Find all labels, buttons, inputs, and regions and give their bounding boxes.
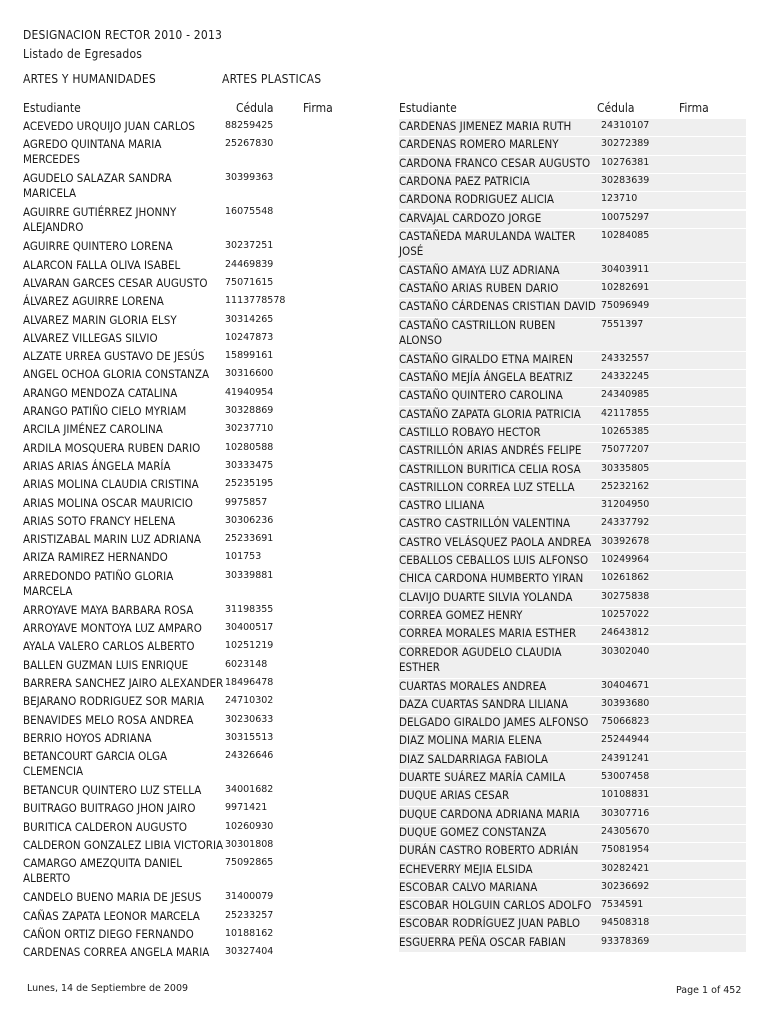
student-name: CORREA GOMEZ HENRY — [399, 607, 523, 622]
student-id: 24469839 — [225, 258, 274, 270]
student-id: 10280588 — [225, 441, 274, 453]
student-id: 30314265 — [225, 313, 274, 325]
student-row — [399, 843, 746, 860]
student-name: CORREA MORALES MARIA ESTHER — [399, 626, 577, 641]
student-id: 53007458 — [601, 771, 650, 782]
student-row — [399, 571, 746, 588]
student-name: BUITRAGO BUITRAGO JHON JAIRO — [23, 801, 196, 816]
right-student-header: Estudiante — [399, 101, 457, 115]
footer-date: Lunes, 14 de Septiembre de 2009 — [27, 983, 189, 994]
faculty-label: ARTES Y HUMANIDADES — [23, 72, 156, 86]
student-row — [23, 313, 285, 330]
student-name: CEBALLOS CEBALLOS LUIS ALFONSO — [399, 553, 589, 567]
student-id: 94508318 — [601, 917, 650, 929]
student-row — [399, 697, 746, 714]
student-name: CARVAJAL CARDOZO JORGE — [399, 210, 542, 225]
student-name-continued: ALONSO — [399, 332, 443, 347]
student-id: 24332557 — [601, 352, 650, 364]
student-row — [23, 676, 285, 693]
student-row — [23, 658, 285, 675]
student-row — [399, 211, 746, 228]
student-row — [399, 788, 746, 805]
student-name: ACEVEDO URQUIJO JUAN CARLOS — [23, 119, 195, 133]
student-id: 10265385 — [601, 425, 650, 437]
student-name: CASTAÑO ARIAS RUBEN DARIO — [399, 281, 559, 296]
student-row — [23, 550, 285, 567]
student-name: CASTILLO ROBAYO HECTOR — [399, 424, 541, 439]
student-name: ALZATE URREA GUSTAVO DE JESÚS — [23, 349, 205, 364]
student-name: CASTAÑO QUINTERO CAROLINA — [399, 388, 563, 403]
student-row — [399, 807, 746, 824]
student-name: ARIAS ARIAS ÁNGELA MARÍA — [23, 458, 171, 473]
student-row — [23, 694, 285, 711]
student-row — [399, 281, 746, 298]
student-row — [399, 535, 746, 552]
student-row — [23, 838, 285, 855]
student-name: ARIAS SOTO FRANCY HELENA — [23, 513, 176, 528]
student-row — [399, 407, 746, 424]
student-name-continued: ALBERTO — [23, 871, 71, 886]
student-name: CUARTAS MORALES ANDREA — [399, 678, 547, 693]
student-name: AGUIRRE GUTIÉRREZ JHONNY — [23, 205, 177, 220]
student-name: CARDENAS ROMERO MARLENY — [399, 137, 559, 152]
student-name: ESCOBAR CALVO MARIANA — [399, 879, 538, 894]
student-name: CANDELO BUENO MARIA DE JESUS — [23, 890, 202, 905]
student-row — [23, 119, 285, 136]
student-name: ANGEL OCHOA GLORIA CONSTANZA — [23, 367, 210, 382]
student-id: 88259425 — [225, 120, 274, 131]
student-name: CASTAÑO CÁRDENAS CRISTIAN DAVID — [399, 299, 596, 314]
student-id: 30316600 — [225, 368, 274, 380]
student-id: 101753 — [225, 551, 262, 563]
student-row — [399, 192, 746, 209]
student-id: 30283639 — [601, 174, 650, 186]
student-id: 30282421 — [601, 862, 650, 874]
student-name: DUARTE SUÁREZ MARÍA CAMILA — [399, 770, 566, 784]
student-row — [23, 749, 285, 782]
student-row — [399, 608, 746, 625]
student-name: DUQUE CARDONA ADRIANA MARIA — [399, 806, 580, 821]
student-name: ARREDONDO PATIÑO GLORIA — [23, 568, 174, 583]
student-row — [23, 890, 285, 907]
student-id: 75071615 — [225, 276, 274, 288]
student-id: 24340985 — [601, 389, 650, 401]
student-row — [23, 422, 285, 439]
student-id: 30236692 — [601, 880, 650, 892]
student-id: 10249964 — [601, 554, 650, 565]
student-name-continued: MARICELA — [23, 186, 77, 201]
student-name: CARDONA PAEZ PATRICIA — [399, 173, 530, 188]
student-row — [23, 367, 285, 384]
student-id: 30302040 — [601, 645, 650, 657]
student-row — [23, 496, 285, 513]
student-name: BALLEN GUZMAN LUIS ENRIQUE — [23, 657, 189, 672]
student-name: BARRERA SANCHEZ JAIRO ALEXANDER — [23, 675, 224, 690]
student-name: BENAVIDES MELO ROSA ANDREA — [23, 712, 194, 727]
student-id: 24391241 — [601, 752, 650, 764]
student-row — [23, 820, 285, 837]
student-name: ALARCON FALLA OLIVA ISABEL — [23, 257, 181, 272]
student-name-continued: CLEMENCIA — [23, 764, 84, 779]
student-row — [399, 498, 746, 515]
student-id: 42117855 — [601, 407, 650, 419]
student-name: CASTRILLÓN ARIAS ANDRÉS FELIPE — [399, 443, 582, 458]
student-id: 75081954 — [601, 844, 650, 856]
student-name: DURÁN CASTRO ROBERTO ADRIÁN — [399, 843, 579, 858]
student-name: DELGADO GIRALDO JAMES ALFONSO — [399, 715, 589, 730]
student-id: 24326646 — [225, 750, 274, 762]
student-row — [23, 258, 285, 275]
student-name-continued: JOSÉ — [399, 243, 424, 258]
student-id: 30403911 — [601, 263, 650, 275]
student-row — [23, 137, 285, 170]
student-name: ALVAREZ VILLEGAS SILVIO — [23, 330, 158, 345]
student-id: 30307716 — [601, 807, 650, 819]
student-name: ÁLVAREZ AGUIRRE LORENA — [23, 294, 164, 309]
student-id: 6023148 — [225, 658, 268, 670]
student-row — [399, 229, 746, 262]
student-row — [399, 733, 746, 750]
student-id: 30237251 — [225, 240, 274, 252]
student-name: ARDILA MOSQUERA RUBEN DARIO — [23, 440, 201, 455]
student-row — [399, 318, 746, 351]
document-subtitle: Listado de Egresados — [23, 47, 143, 61]
student-id: 9971421 — [225, 802, 268, 814]
student-name: ARCILA JIMÉNEZ CAROLINA — [23, 422, 163, 437]
student-row — [399, 299, 746, 316]
student-id: 7534591 — [601, 899, 644, 911]
student-id: 10247873 — [225, 331, 274, 343]
student-name: CASTRILLON CORREA LUZ STELLA — [399, 479, 575, 494]
student-row — [399, 352, 746, 369]
student-id: 10251219 — [225, 640, 274, 652]
student-name: CLAVIJO DUARTE SILVIA YOLANDA — [399, 589, 573, 604]
student-name: DIAZ MOLINA MARIA ELENA — [399, 733, 542, 748]
student-name: ECHEVERRY MEJIA ELSIDA — [399, 861, 533, 876]
student-row — [23, 731, 285, 748]
student-name-continued: MARCELA — [23, 583, 73, 598]
student-row — [23, 441, 285, 458]
student-name: ESCOBAR HOLGUIN CARLOS ADOLFO — [399, 898, 592, 913]
student-id: 30272389 — [601, 138, 650, 150]
student-name: BEJARANO RODRIGUEZ SOR MARIA — [23, 694, 205, 709]
student-name: BURITICA CALDERON AUGUSTO — [23, 819, 188, 834]
student-row — [399, 263, 746, 280]
student-name: DUQUE ARIAS CESAR — [399, 788, 510, 803]
student-row — [23, 349, 285, 366]
document-title: DESIGNACION RECTOR 2010 - 2013 — [23, 28, 223, 42]
student-id: 41940954 — [225, 386, 274, 398]
student-row — [23, 331, 285, 348]
student-row — [399, 480, 746, 497]
student-id: 31204950 — [601, 499, 650, 511]
student-id: 31400079 — [225, 891, 274, 903]
student-row — [399, 119, 746, 136]
student-id: 10260930 — [225, 820, 274, 832]
student-name: ESGUERRA PEÑA OSCAR FABIAN — [399, 934, 566, 949]
student-id: 30275838 — [601, 590, 650, 602]
student-id: 93378369 — [601, 935, 650, 947]
student-row — [399, 553, 746, 570]
student-name: CAMARGO AMEZQUITA DANIEL — [23, 856, 183, 871]
student-row — [23, 205, 285, 238]
student-name-continued: ESTHER — [399, 659, 440, 674]
student-id: 10261862 — [601, 572, 650, 584]
student-name: CASTAÑO AMAYA LUZ ADRIANA — [399, 262, 560, 277]
student-name: DUQUE GOMEZ CONSTANZA — [399, 824, 547, 839]
student-name: CHICA CARDONA HUMBERTO YIRAN — [399, 571, 584, 586]
student-name: CORREDOR AGUDELO CLAUDIA — [399, 644, 562, 659]
student-name: CASTAÑO CASTRILLON RUBEN — [399, 317, 556, 332]
footer-page-number: Page 1 of 452 — [676, 985, 742, 996]
student-name: CALDERON GONZALEZ LIBIA VICTORIA — [23, 838, 224, 852]
student-row — [399, 916, 746, 933]
student-id: 30315513 — [225, 731, 274, 743]
student-id: 10276381 — [601, 156, 650, 168]
student-row — [399, 935, 746, 952]
student-id: 10108831 — [601, 789, 650, 801]
student-name: CASTRILLON BURITICA CELIA ROSA — [399, 461, 581, 476]
student-id: 30400517 — [225, 622, 274, 633]
student-id: 30404671 — [601, 679, 650, 691]
student-name: CAÑON ORTIZ DIEGO FERNANDO — [23, 926, 194, 941]
student-row — [23, 569, 285, 602]
student-id: 30328869 — [225, 405, 274, 416]
student-id: 75092865 — [225, 857, 274, 869]
student-id: 24643812 — [601, 627, 650, 639]
student-id: 30333475 — [225, 459, 274, 471]
student-name: CARDENAS JIMENEZ MARIA RUTH — [399, 119, 572, 133]
student-row — [23, 294, 285, 311]
student-name: CASTRO CASTRILLÓN VALENTINA — [399, 516, 571, 531]
student-row — [23, 783, 285, 800]
student-row — [399, 462, 746, 479]
right-signature-header: Firma — [679, 101, 709, 115]
student-name: ALVARAN GARCES CESAR AUGUSTO — [23, 275, 208, 290]
student-name: CARDONA RODRIGUEZ ALICIA — [399, 192, 554, 207]
student-row — [23, 927, 285, 944]
student-id: 10188162 — [225, 927, 274, 939]
student-id: 75077207 — [601, 444, 650, 456]
student-id: 10284085 — [601, 229, 650, 241]
student-row — [23, 603, 285, 620]
student-row — [399, 590, 746, 607]
student-name: CASTRO VELÁSQUEZ PAOLA ANDREA — [399, 534, 592, 549]
student-id: 10075297 — [601, 211, 650, 223]
student-id: 24305670 — [601, 825, 650, 837]
student-id: 30399363 — [225, 172, 274, 184]
student-name: AGUIRRE QUINTERO LORENA — [23, 239, 173, 254]
student-row — [399, 862, 746, 879]
student-row — [399, 825, 746, 842]
student-name: BETANCUR QUINTERO LUZ STELLA — [23, 783, 202, 798]
student-id: 75096949 — [601, 300, 650, 312]
student-id: 30306236 — [225, 514, 274, 526]
left-id-header: Cédula — [236, 101, 274, 115]
student-row — [23, 459, 285, 476]
student-name: AGUDELO SALAZAR SANDRA — [23, 171, 172, 186]
student-name: BERRIO HOYOS ADRIANA — [23, 730, 152, 745]
student-id: 30393680 — [601, 697, 650, 709]
student-id: 25244944 — [601, 734, 650, 746]
student-row — [23, 532, 285, 549]
student-row — [399, 370, 746, 387]
student-row — [399, 645, 746, 678]
program-label: ARTES PLASTICAS — [222, 72, 322, 86]
student-name: CARDENAS CORREA ANGELA MARIA — [23, 945, 210, 960]
student-id: 30335805 — [601, 462, 650, 474]
student-row — [23, 239, 285, 256]
student-name: ARROYAVE MONTOYA LUZ AMPARO — [23, 621, 202, 635]
student-id: 24710302 — [225, 695, 274, 707]
student-name: CASTAÑO GIRALDO ETNA MAIREN — [399, 351, 574, 366]
student-name: ARIAS MOLINA CLAUDIA CRISTINA — [23, 477, 199, 492]
student-id: 30392678 — [601, 535, 650, 547]
student-id: 25232162 — [601, 480, 650, 492]
student-id: 25233257 — [225, 909, 274, 921]
student-id: 25233691 — [225, 533, 274, 545]
student-name: CASTAÑO MEJÍA ÁNGELA BEATRIZ — [399, 370, 573, 384]
student-id: 30339881 — [225, 569, 274, 581]
student-row — [399, 715, 746, 732]
student-row — [399, 156, 746, 173]
student-row — [23, 386, 285, 403]
student-row — [23, 856, 285, 889]
student-id: 34001682 — [225, 784, 274, 796]
student-id: 18496478 — [225, 676, 274, 688]
student-row — [399, 898, 746, 915]
student-name: CASTAÑEDA MARULANDA WALTER — [399, 228, 576, 243]
student-id: 30301808 — [225, 839, 274, 850]
student-name: ARROYAVE MAYA BARBARA ROSA — [23, 602, 194, 617]
student-row — [399, 388, 746, 405]
student-row — [23, 713, 285, 730]
student-row — [399, 880, 746, 897]
student-name: ARISTIZABAL MARIN LUZ ADRIANA — [23, 532, 201, 547]
student-row — [399, 516, 746, 533]
student-row — [23, 945, 285, 962]
student-row — [23, 477, 285, 494]
student-id: 16075548 — [225, 206, 274, 218]
student-row — [399, 770, 746, 787]
student-name: CASTAÑO ZAPATA GLORIA PATRICIA — [399, 406, 581, 421]
student-row — [399, 425, 746, 442]
right-id-header: Cédula — [597, 101, 635, 115]
student-name: ARIAS MOLINA OSCAR MAURICIO — [23, 495, 193, 510]
student-row — [23, 404, 285, 421]
student-name: DIAZ SALDARRIAGA FABIOLA — [399, 751, 548, 766]
student-id: 25235195 — [225, 478, 274, 490]
left-student-header: Estudiante — [23, 101, 81, 115]
student-id: 30327404 — [225, 946, 274, 958]
student-id: 9975857 — [225, 496, 268, 508]
student-row — [23, 276, 285, 293]
student-id: 24332245 — [601, 371, 650, 382]
student-row — [23, 801, 285, 818]
student-row — [23, 621, 285, 638]
student-id: 123710 — [601, 193, 638, 205]
student-name: DAZA CUARTAS SANDRA LILIANA — [399, 696, 569, 711]
student-id: 1113778578 — [225, 295, 286, 307]
student-row — [23, 909, 285, 926]
student-name-continued: MERCEDES — [23, 152, 80, 167]
student-id: 75066823 — [601, 716, 650, 728]
student-name: ESCOBAR RODRÍGUEZ JUAN PABLO — [399, 916, 581, 931]
left-signature-header: Firma — [303, 101, 333, 115]
student-id: 31198355 — [225, 603, 274, 615]
student-name: CASTRO LILIANA — [399, 498, 485, 513]
student-name: BETANCOURT GARCIA OLGA — [23, 749, 168, 764]
student-name: AGREDO QUINTANA MARIA — [23, 137, 162, 152]
student-name: ARIZA RAMIREZ HERNANDO — [23, 550, 168, 565]
student-row — [23, 514, 285, 531]
student-name: CAÑAS ZAPATA LEONOR MARCELA — [23, 908, 200, 923]
student-name: CARDONA FRANCO CESAR AUGUSTO — [399, 155, 591, 170]
student-id: 10257022 — [601, 608, 650, 620]
student-id: 24310107 — [601, 120, 650, 131]
student-id: 30237710 — [225, 423, 274, 435]
student-id: 30230633 — [225, 713, 274, 725]
student-row — [23, 639, 285, 656]
student-row — [23, 171, 285, 204]
student-id: 7551397 — [601, 318, 644, 330]
student-row — [399, 443, 746, 460]
student-row — [399, 174, 746, 191]
student-name: AYALA VALERO CARLOS ALBERTO — [23, 639, 195, 654]
student-name: ALVAREZ MARIN GLORIA ELSY — [23, 312, 177, 327]
student-id: 25267830 — [225, 138, 274, 150]
student-id: 15899161 — [225, 350, 274, 362]
student-row — [399, 752, 746, 769]
student-name-continued: ALEJANDRO — [23, 220, 84, 235]
student-id: 24337792 — [601, 517, 650, 529]
student-row — [399, 626, 746, 643]
student-name: ARANGO PATIÑO CIELO MYRIAM — [23, 404, 187, 418]
student-id: 10282691 — [601, 282, 650, 294]
student-name: ARANGO MENDOZA CATALINA — [23, 385, 178, 400]
student-row — [399, 137, 746, 154]
student-row — [399, 679, 746, 696]
